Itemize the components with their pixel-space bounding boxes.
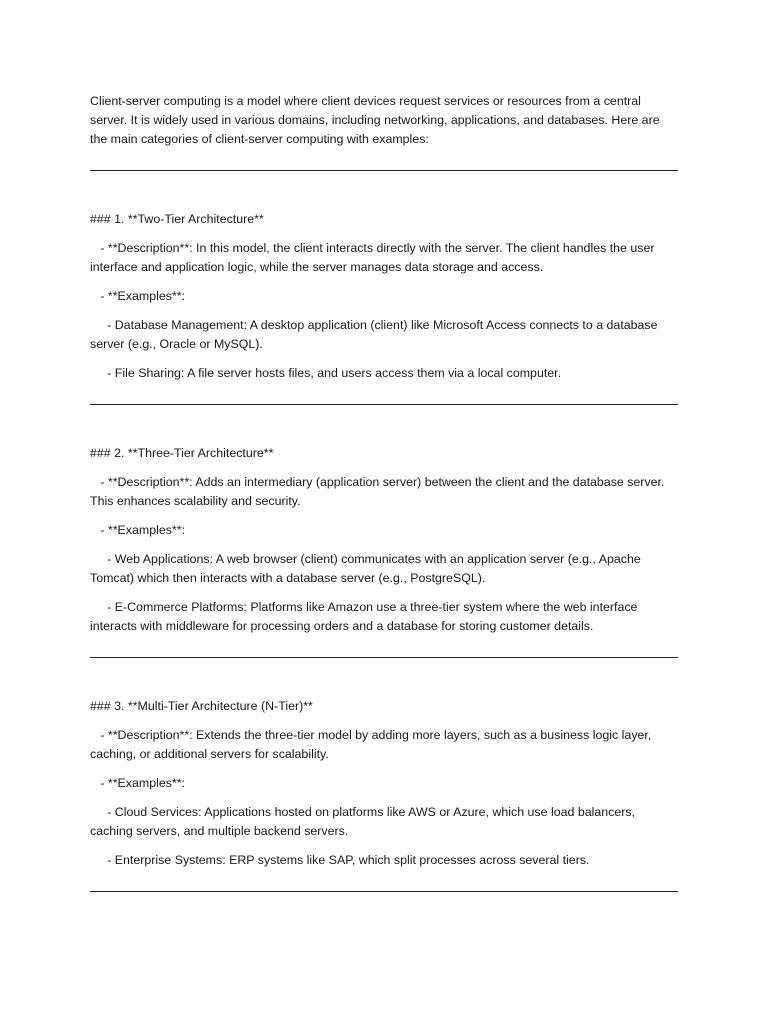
examples-label: - **Examples**: xyxy=(90,289,186,303)
section-two-tier xyxy=(90,210,678,383)
examples-label: - **Examples**: xyxy=(90,776,186,790)
section-description: - **Description**: Adds an intermediary (application server) between the client and the database server. This enhances scalability and security. xyxy=(90,475,665,508)
section-heading: ### 1. **Two-Tier Architecture** xyxy=(90,212,264,226)
example-item: - E-Commerce Platforms: Platforms like Amazon use a three-tier system where the web interface interacts with middleware for processing orders and a database for storing customer details. xyxy=(90,600,638,633)
section-divider xyxy=(90,404,678,405)
section-heading: ### 2. **Three-Tier Architecture** xyxy=(90,446,274,460)
section-description: - **Description**: In this model, the client interacts directly with the server. The client handles the user interface and application logic, while the server manages data storage and access. xyxy=(90,241,655,274)
example-item: - Web Applications: A web browser (client) communicates with an application server (e.g., Apache Tomcat) which then interacts with a database server (e.g., PostgreSQL). xyxy=(90,552,641,585)
section-divider xyxy=(90,891,678,892)
examples-label: - **Examples**: xyxy=(90,523,186,537)
example-item: - File Sharing: A file server hosts files, and users access them via a local computer. xyxy=(90,366,562,380)
example-item: - Cloud Services: Applications hosted on platforms like AWS or Azure, which use load balancers, caching servers, and multiple backend servers. xyxy=(90,805,635,838)
intro-paragraph: Client-server computing is a model where client devices request services or resources from a central server. It is widely used in various domains, including networking, applications, and databases. Here are the main categories of client-server computing with examples: xyxy=(90,94,660,146)
section-three-tier xyxy=(90,444,678,636)
section-divider xyxy=(90,657,678,658)
section-divider xyxy=(90,170,678,171)
example-item: - Enterprise Systems: ERP systems like SAP, which split processes across several tiers. xyxy=(90,853,590,867)
section-description: - **Description**: Extends the three-tier model by adding more layers, such as a business logic layer, caching, or additional servers for scalability. xyxy=(90,728,652,761)
section-heading: ### 3. **Multi-Tier Architecture (N-Tier)** xyxy=(90,699,313,713)
document-page xyxy=(90,92,678,892)
example-item: - Database Management: A desktop application (client) like Microsoft Access connects to a database server (e.g., Oracle or MySQL). xyxy=(90,318,658,351)
section-multi-tier xyxy=(90,697,678,870)
